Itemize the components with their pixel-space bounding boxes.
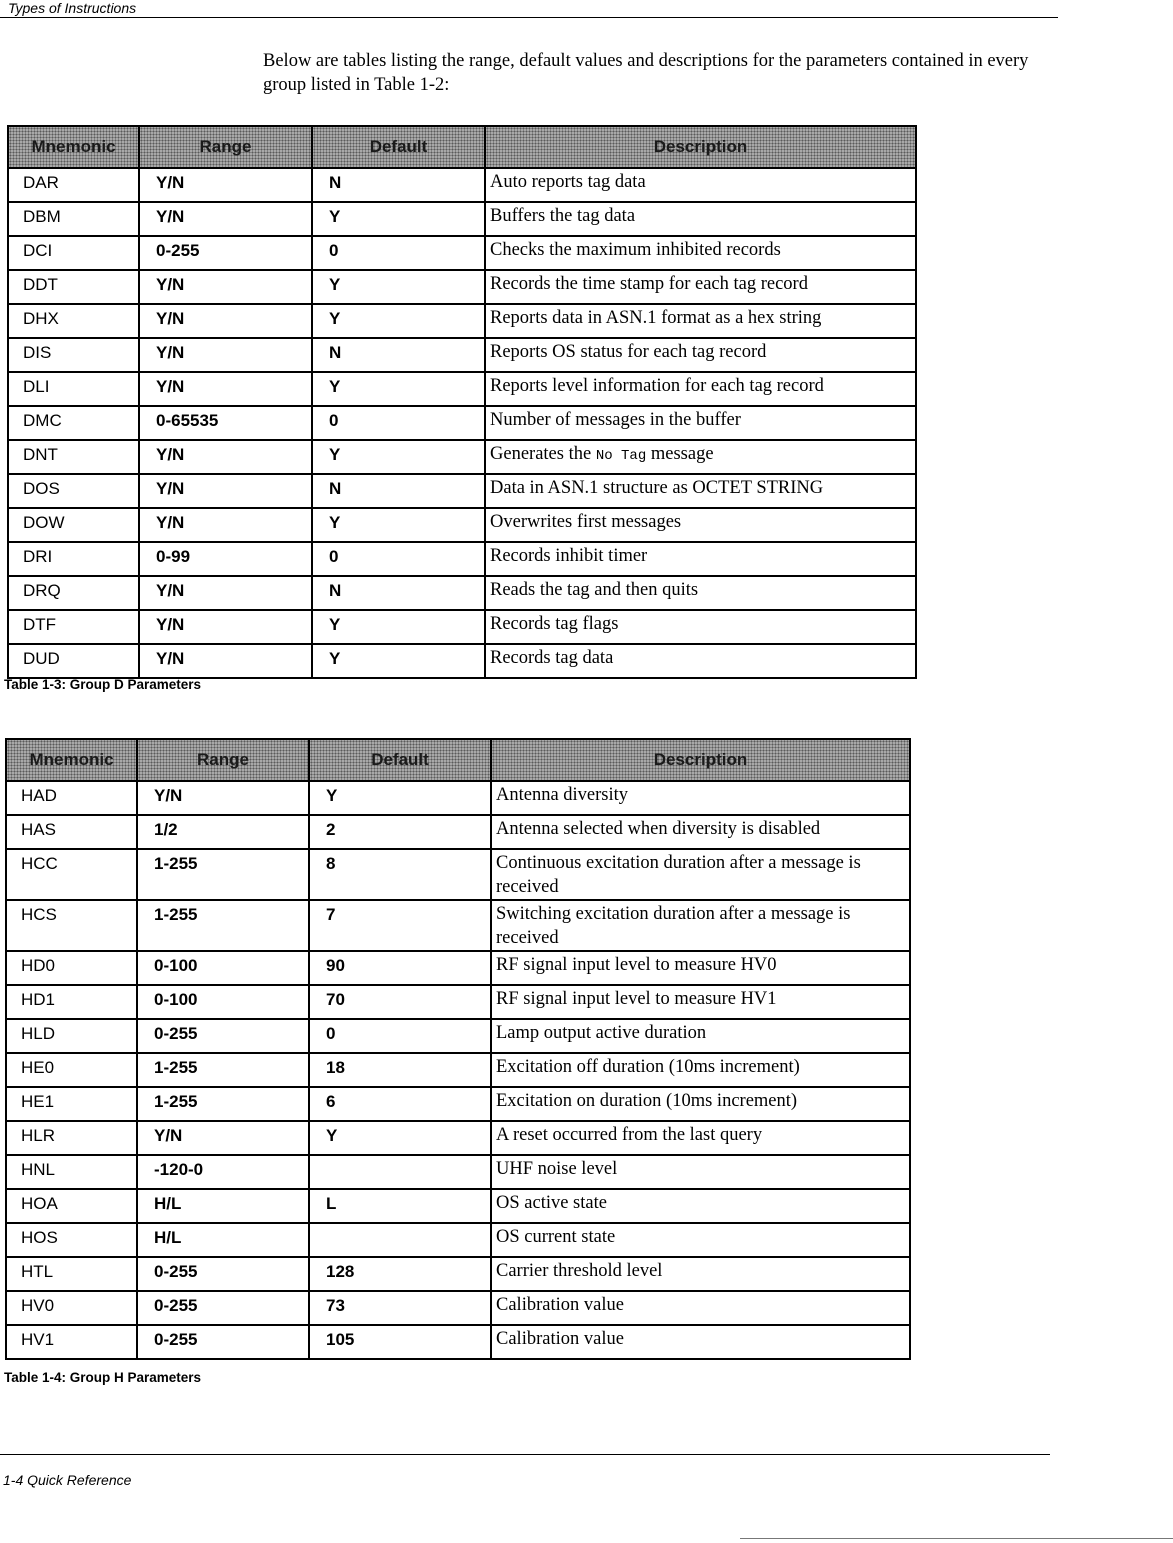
cell-range: 1-255: [137, 1053, 309, 1087]
cell-description: Overwrites first messages: [485, 508, 916, 542]
cell-default: Y: [309, 781, 491, 815]
cell-description: Antenna diversity: [491, 781, 910, 815]
cell-default: 18: [309, 1053, 491, 1087]
cell-mnemonic: HOA: [6, 1189, 137, 1223]
cell-mnemonic: HD0: [6, 951, 137, 985]
cell-mnemonic: DOW: [8, 508, 139, 542]
cell-range: 1-255: [137, 1087, 309, 1121]
cell-range: 0-255: [139, 236, 312, 270]
cell-mnemonic: DOS: [8, 474, 139, 508]
table-header-row: [8, 126, 916, 168]
table-row: [6, 1325, 910, 1359]
cell-description: RF signal input level to measure HV0: [491, 951, 910, 985]
cell-default: 0: [312, 236, 485, 270]
cell-range: Y/N: [137, 781, 309, 815]
cell-description: Antenna selected when diversity is disabled: [491, 815, 910, 849]
table-row: [8, 338, 916, 372]
col-header-default: Default: [312, 126, 485, 168]
cell-description: A reset occurred from the last query: [491, 1121, 910, 1155]
col-header-mnemonic: Mnemonic: [8, 126, 139, 168]
table-row: [8, 168, 916, 202]
cell-range: Y/N: [139, 202, 312, 236]
cell-mnemonic: HAS: [6, 815, 137, 849]
cell-mnemonic: DBM: [8, 202, 139, 236]
intro-paragraph: Below are tables listing the range, default values and descriptions for the parameters contained in every group listed in Table 1-2:: [263, 51, 1029, 95]
cell-default: L: [309, 1189, 491, 1223]
cell-mnemonic: DLI: [8, 372, 139, 406]
cell-mnemonic: HCC: [6, 849, 137, 900]
table-row: [8, 542, 916, 576]
cell-description: Carrier threshold level: [491, 1257, 910, 1291]
cell-default: 0: [309, 1019, 491, 1053]
cell-default: Y: [312, 440, 485, 474]
cell-range: H/L: [137, 1189, 309, 1223]
cell-default: N: [312, 168, 485, 202]
cell-range: 0-255: [137, 1291, 309, 1325]
cell-mnemonic: HNL: [6, 1155, 137, 1189]
footer-rule: [0, 1454, 1050, 1455]
running-footer: 1-4 Quick Reference: [3, 1472, 132, 1488]
cell-description: Calibration value: [491, 1291, 910, 1325]
cell-default: [309, 1223, 491, 1257]
cell-description: Switching excitation duration after a message is received: [491, 900, 910, 951]
cell-description: UHF noise level: [491, 1155, 910, 1189]
cell-description: Records tag data: [485, 644, 916, 678]
cell-default: 0: [312, 406, 485, 440]
cell-range: H/L: [137, 1223, 309, 1257]
cell-description: Auto reports tag data: [485, 168, 916, 202]
cell-default: 2: [309, 815, 491, 849]
cell-description: RF signal input level to measure HV1: [491, 985, 910, 1019]
cell-range: 0-255: [137, 1019, 309, 1053]
table-row: [8, 202, 916, 236]
cell-range: Y/N: [139, 576, 312, 610]
table-row: [8, 406, 916, 440]
table-caption-h: Table 1-4: Group H Parameters: [4, 1370, 202, 1385]
description-text: Generates the: [490, 444, 596, 464]
col-header-range: Range: [139, 126, 312, 168]
cell-mnemonic: HV1: [6, 1325, 137, 1359]
col-header-description: Description: [491, 739, 910, 781]
cell-description: Records the time stamp for each tag record: [485, 270, 916, 304]
table-row: [8, 644, 916, 678]
cell-range: Y/N: [139, 168, 312, 202]
cell-default: 73: [309, 1291, 491, 1325]
table-row: [8, 440, 916, 474]
cell-description: Records tag flags: [485, 610, 916, 644]
cell-default: Y: [309, 1121, 491, 1155]
code-text: No Tag: [595, 448, 647, 464]
cell-range: Y/N: [139, 304, 312, 338]
table-row: [8, 270, 916, 304]
cell-mnemonic: HD1: [6, 985, 137, 1019]
cell-mnemonic: HLR: [6, 1121, 137, 1155]
cell-mnemonic: HTL: [6, 1257, 137, 1291]
cell-default: 90: [309, 951, 491, 985]
cell-mnemonic: DTF: [8, 610, 139, 644]
table-row: [6, 1291, 910, 1325]
cell-description: Reads the tag and then quits: [485, 576, 916, 610]
cell-description: [485, 440, 916, 474]
description-text: message: [646, 444, 714, 464]
cell-mnemonic: DRQ: [8, 576, 139, 610]
table-row: [6, 900, 910, 951]
cell-range: 0-255: [137, 1257, 309, 1291]
cell-range: 1-255: [137, 900, 309, 951]
table-row: [6, 951, 910, 985]
table-row: [8, 576, 916, 610]
table-row: [8, 304, 916, 338]
cell-description: Reports data in ASN.1 format as a hex string: [485, 304, 916, 338]
header-rule: [0, 17, 1058, 18]
table-row: [6, 781, 910, 815]
cell-default: 105: [309, 1325, 491, 1359]
table-row: [8, 610, 916, 644]
cell-mnemonic: DMC: [8, 406, 139, 440]
cell-default: 6: [309, 1087, 491, 1121]
cell-description: Buffers the tag data: [485, 202, 916, 236]
cell-default: N: [312, 576, 485, 610]
table-row: [6, 985, 910, 1019]
col-header-range: Range: [137, 739, 309, 781]
cell-description: Records inhibit timer: [485, 542, 916, 576]
cell-mnemonic: DIS: [8, 338, 139, 372]
table-row: [6, 849, 910, 900]
bottom-edge-line: [740, 1538, 1173, 1539]
cell-default: Y: [312, 508, 485, 542]
cell-mnemonic: DCI: [8, 236, 139, 270]
cell-mnemonic: HE0: [6, 1053, 137, 1087]
cell-default: N: [312, 474, 485, 508]
cell-range: Y/N: [139, 440, 312, 474]
cell-range: 0-99: [139, 542, 312, 576]
cell-default: 128: [309, 1257, 491, 1291]
cell-mnemonic: DUD: [8, 644, 139, 678]
cell-range: -120-0: [137, 1155, 309, 1189]
cell-description: Continuous excitation duration after a message is received: [491, 849, 910, 900]
table-caption-d: Table 1-3: Group D Parameters: [4, 677, 202, 692]
cell-mnemonic: HAD: [6, 781, 137, 815]
col-header-description: Description: [485, 126, 916, 168]
cell-range: 0-65535: [139, 406, 312, 440]
col-header-mnemonic: Mnemonic: [6, 739, 137, 781]
col-header-default: Default: [309, 739, 491, 781]
cell-range: 1/2: [137, 815, 309, 849]
cell-description: Data in ASN.1 structure as OCTET STRING: [485, 474, 916, 508]
cell-mnemonic: HV0: [6, 1291, 137, 1325]
cell-range: 0-100: [137, 951, 309, 985]
cell-range: Y/N: [137, 1121, 309, 1155]
table-row: [8, 236, 916, 270]
cell-range: Y/N: [139, 270, 312, 304]
cell-description: Reports level information for each tag record: [485, 372, 916, 406]
cell-range: Y/N: [139, 372, 312, 406]
cell-range: 0-100: [137, 985, 309, 1019]
cell-description: Excitation off duration (10ms increment): [491, 1053, 910, 1087]
cell-description: Lamp output active duration: [491, 1019, 910, 1053]
cell-mnemonic: DRI: [8, 542, 139, 576]
table-row: [6, 1087, 910, 1121]
cell-default: 0: [312, 542, 485, 576]
table-row: [6, 1155, 910, 1189]
cell-description: Calibration value: [491, 1325, 910, 1359]
cell-range: Y/N: [139, 474, 312, 508]
group-h-table: [5, 738, 911, 1360]
cell-mnemonic: HLD: [6, 1019, 137, 1053]
cell-range: Y/N: [139, 644, 312, 678]
table-row: [6, 1189, 910, 1223]
cell-default: N: [312, 338, 485, 372]
table-row: [6, 1019, 910, 1053]
cell-default: Y: [312, 610, 485, 644]
cell-default: 7: [309, 900, 491, 951]
cell-description: Reports OS status for each tag record: [485, 338, 916, 372]
cell-default: 8: [309, 849, 491, 900]
table-header-row: [6, 739, 910, 781]
cell-range: Y/N: [139, 338, 312, 372]
table-row: [8, 508, 916, 542]
cell-range: Y/N: [139, 508, 312, 542]
group-d-table: [7, 125, 917, 679]
cell-default: 70: [309, 985, 491, 1019]
cell-default: Y: [312, 202, 485, 236]
table-row: [6, 1121, 910, 1155]
running-header: Types of Instructions: [8, 0, 137, 16]
cell-default: [309, 1155, 491, 1189]
cell-default: Y: [312, 270, 485, 304]
cell-description: Excitation on duration (10ms increment): [491, 1087, 910, 1121]
cell-mnemonic: DAR: [8, 168, 139, 202]
cell-mnemonic: HOS: [6, 1223, 137, 1257]
cell-mnemonic: DHX: [8, 304, 139, 338]
table-row: [6, 1223, 910, 1257]
table-row: [8, 372, 916, 406]
cell-range: 1-255: [137, 849, 309, 900]
table-row: [6, 1257, 910, 1291]
cell-mnemonic: DNT: [8, 440, 139, 474]
cell-description: Checks the maximum inhibited records: [485, 236, 916, 270]
cell-mnemonic: HE1: [6, 1087, 137, 1121]
cell-default: Y: [312, 304, 485, 338]
table-row: [6, 815, 910, 849]
cell-default: Y: [312, 372, 485, 406]
cell-mnemonic: DDT: [8, 270, 139, 304]
table-row: [6, 1053, 910, 1087]
cell-mnemonic: HCS: [6, 900, 137, 951]
cell-range: 0-255: [137, 1325, 309, 1359]
cell-description: Number of messages in the buffer: [485, 406, 916, 440]
cell-range: Y/N: [139, 610, 312, 644]
table-row: [8, 474, 916, 508]
cell-default: Y: [312, 644, 485, 678]
cell-description: OS current state: [491, 1223, 910, 1257]
cell-description: OS active state: [491, 1189, 910, 1223]
